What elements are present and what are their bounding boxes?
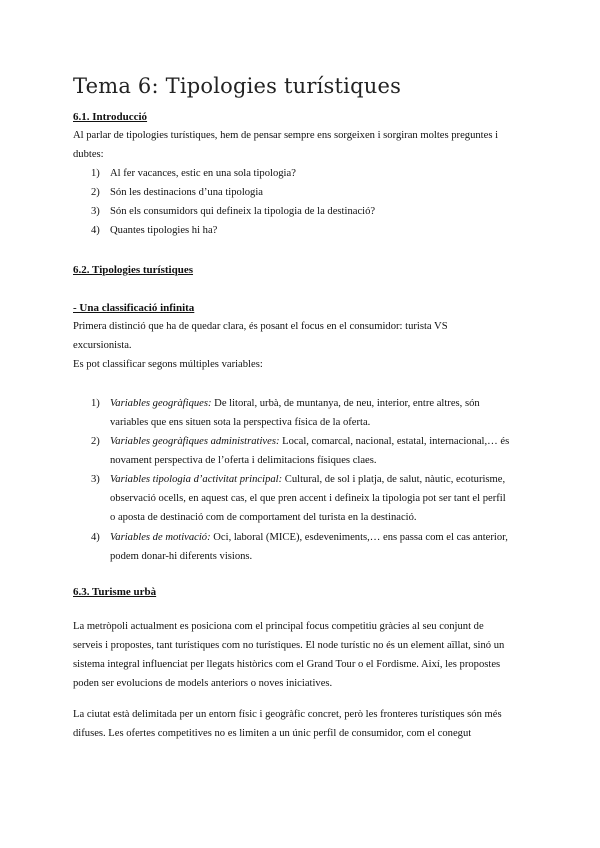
list-line: podem donar-hi diferents visions. — [110, 551, 253, 562]
paragraph-line: difuses. Les ofertes competitives no es limiten a un únic perfil de consumidor, com el conegut — [73, 728, 472, 739]
list-number: 2) — [91, 187, 100, 198]
list-line: De litoral, urbà, de muntanya, de neu, interior, entre altres, són — [211, 398, 480, 409]
list-line: Local, comarcal, nacional, estatal, internacional,… és — [279, 436, 510, 447]
list-line: Cultural, de sol i platja, de salut, nàutic, ecoturisme, — [282, 474, 506, 485]
section-heading-turisme-urba: 6.3. Turisme urbà — [73, 586, 157, 598]
list-number: 4) — [91, 532, 100, 543]
paragraph — [73, 317, 528, 374]
list-text: Són els consumidors qui defineix la tipologia de la destinació? — [110, 206, 376, 217]
paragraph — [73, 617, 528, 693]
variable-label: Variables tipologia d’activitat principal: — [110, 474, 283, 485]
variable-label: Variables de motivació: — [110, 532, 211, 543]
list-line: variables que ens situen sota la perspectiva física de la oferta. — [110, 417, 371, 428]
list-line: novament perspectiva de l’oferta i delimitacions físiques claes. — [110, 455, 377, 466]
list-number: 3) — [91, 474, 100, 485]
list-number: 1) — [91, 168, 100, 179]
list-number: 3) — [91, 206, 100, 217]
list-text — [110, 470, 526, 527]
list-line: Oci, laboral (MICE), esdeveniments,… ens passa com el cas anterior, — [210, 532, 508, 543]
list-text — [110, 394, 526, 432]
paragraph-line: serveis i propostes, tant turístiques com no turístiques. El node turístic no és un element aïllat, sinó un — [73, 640, 505, 651]
list-text: Al fer vacances, estic en una sola tipologia? — [110, 168, 296, 179]
list-text: Quantes tipologies hi ha? — [110, 225, 218, 236]
list-text — [110, 528, 526, 566]
section-heading-introduccio: 6.1. Introducció — [73, 111, 148, 123]
paragraph-line: La metròpoli actualment es posiciona com el principal focus competitiu gràcies al seu conjunt de — [73, 621, 484, 632]
paragraph-line: poden ser evolucions de models anteriors o noves iniciatives. — [73, 678, 333, 689]
list-line: observació ocells, en aquest cas, el que pren accent i defineix la tipologia pot ser tant el perfil — [110, 493, 506, 504]
list-number: 4) — [91, 225, 100, 236]
paragraph — [73, 126, 528, 164]
paragraph-line: Primera distinció que ha de quedar clara, és posant el focus en el consumidor: turista VS — [73, 321, 448, 332]
list-text — [110, 432, 526, 470]
list-number: 1) — [91, 398, 100, 409]
paragraph-line: La ciutat està delimitada per un entorn físic i geogràfic concret, però les fronteres turístiques són més — [73, 709, 502, 720]
page-title: Tema 6: Tipologies turístiques — [73, 74, 402, 98]
subsection-heading: - Una classificació infinita — [73, 302, 195, 314]
paragraph-line: Al parlar de tipologies turístiques, hem de pensar sempre ens sorgeixen i sorgiran moltes preguntes i — [73, 130, 499, 141]
section-heading-tipologies: 6.2. Tipologies turístiques — [73, 264, 194, 276]
variable-label: Variables geogràfiques administratives: — [110, 436, 280, 447]
list-line: o aposta de destinació com de comportament del turista en la destinació. — [110, 512, 417, 523]
list-number: 2) — [91, 436, 100, 447]
variable-label: Variables geogràfiques: — [110, 398, 212, 409]
paragraph-line: dubtes: — [73, 149, 104, 160]
paragraph-line: Es pot classificar segons múltiples variables: — [73, 359, 263, 370]
paragraph — [73, 705, 528, 743]
paragraph-line: sistema integral influenciat per llegats històrics com el Grand Tour o el Fordisme. Així, les propostes — [73, 659, 501, 670]
paragraph-line: excursionista. — [73, 340, 132, 351]
list-text: Són les destinacions d’una tipologia — [110, 187, 263, 198]
